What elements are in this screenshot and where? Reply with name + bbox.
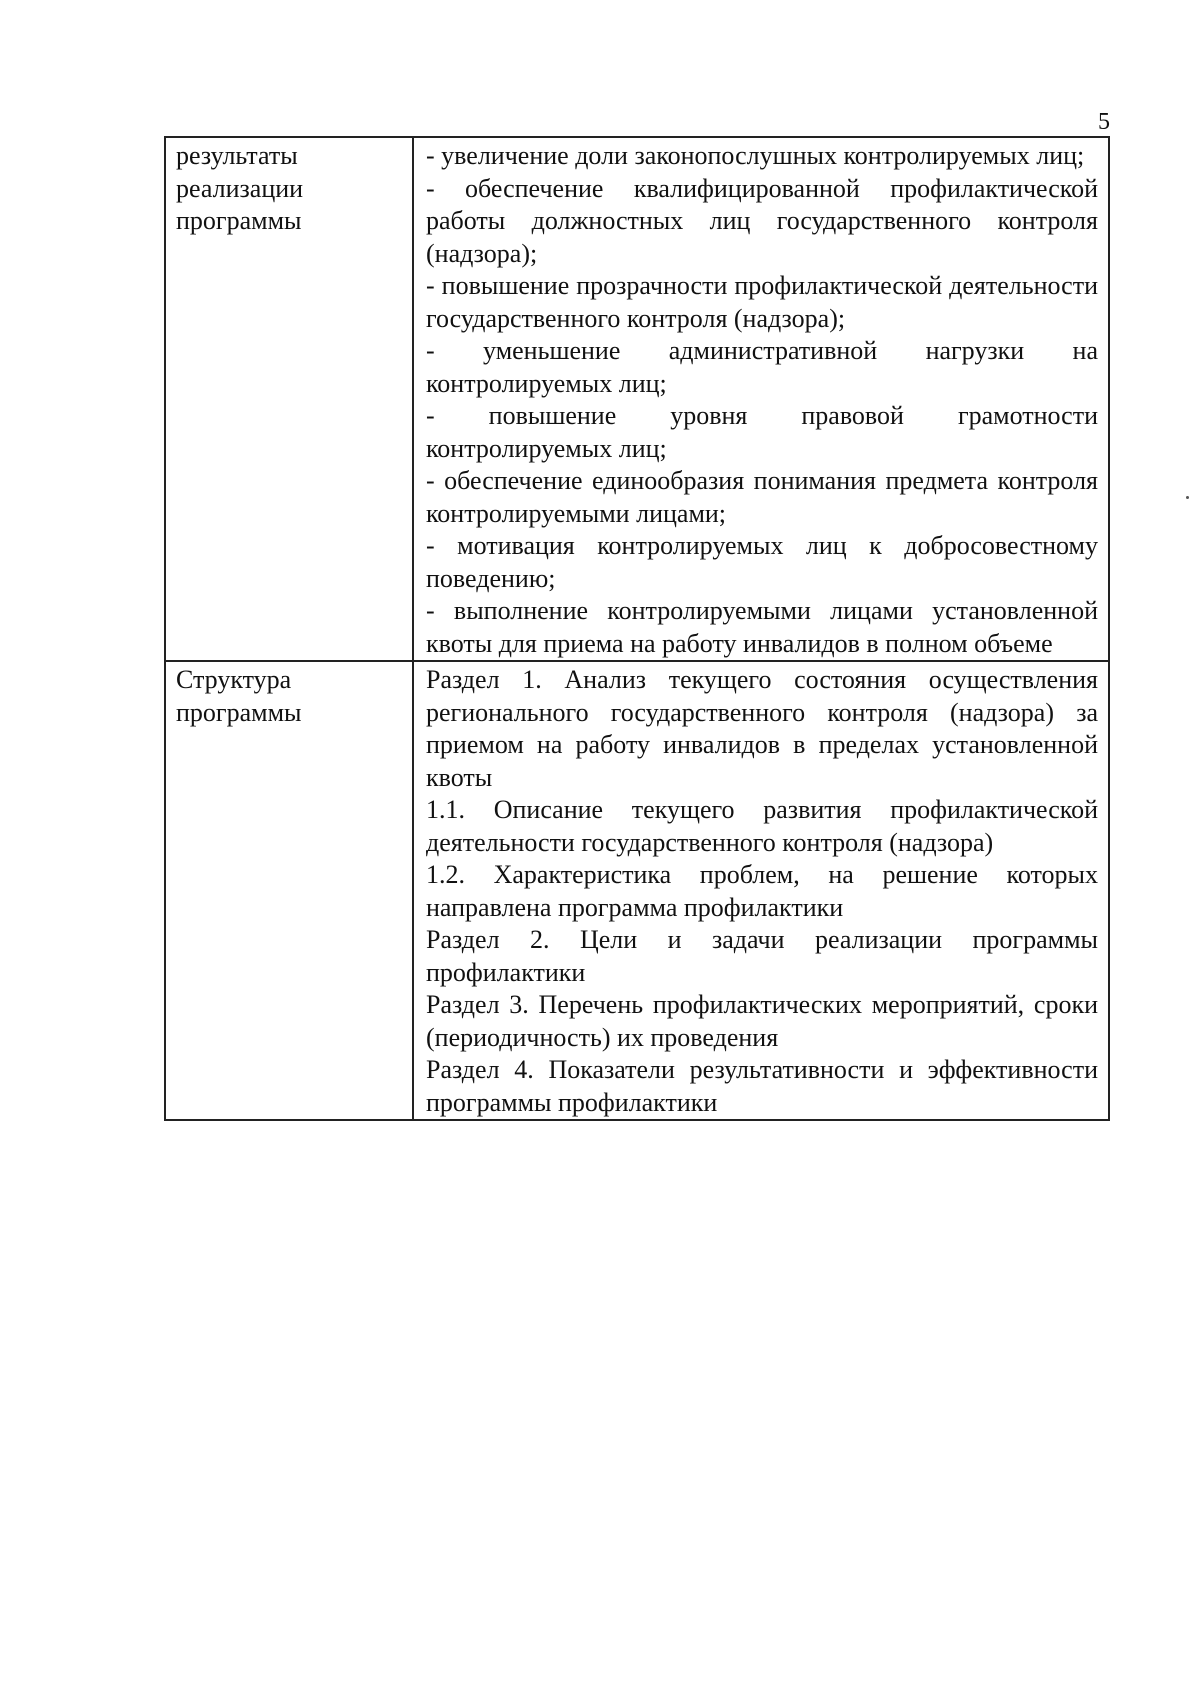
results-item: - обеспечение квалифицированной профилактической работы должностных лиц государственного контроля (надзора);: [426, 173, 1098, 268]
table-row-results: [165, 137, 1109, 661]
results-item: - выполнение контролируемыми лицами установленной квоты для приема на работу инвалидов в полном объеме: [426, 596, 1098, 658]
row-label-cell: [165, 661, 413, 1120]
structure-item: Раздел 1. Анализ текущего состояния осуществления регионального государственного контроля (надзора) за приемом на работу инвалидов в пределах установленной квоты: [426, 665, 1098, 792]
program-passport-table: [164, 136, 1110, 1121]
row-label-structure: Структура программы: [176, 665, 302, 727]
row-content-cell: [413, 661, 1109, 1120]
results-item: - увеличение доли законопослушных контролируемых лиц;: [426, 141, 1085, 170]
structure-item: Раздел 4. Показатели результативности и эффективности программы профилактики: [426, 1055, 1098, 1117]
row-content-cell: [413, 137, 1109, 661]
structure-item: 1.1. Описание текущего развития профилактической деятельности государственного контроля (надзора): [426, 795, 1098, 857]
row-label-cell: [165, 137, 413, 661]
results-item: - обеспечение единообразия понимания предмета контроля контролируемыми лицами;: [426, 466, 1098, 528]
structure-item: Раздел 2. Цели и задачи реализации программы профилактики: [426, 925, 1098, 987]
scan-speck: [1186, 496, 1189, 499]
structure-item: 1.2. Характеристика проблем, на решение которых направлена программа профилактики: [426, 860, 1098, 922]
results-item: - уменьшение административной нагрузки на контролируемых лиц;: [426, 336, 1098, 398]
table-row-structure: [165, 661, 1109, 1120]
results-item: - повышение уровня правовой грамотности контролируемых лиц;: [426, 401, 1098, 463]
results-item: - мотивация контролируемых лиц к добросовестному поведению;: [426, 531, 1098, 593]
structure-item: Раздел 3. Перечень профилактических мероприятий, сроки (периодичность) их проведения: [426, 990, 1098, 1052]
page-number: 5: [1098, 109, 1110, 135]
results-item: - повышение прозрачности профилактической деятельности государственного контроля (надзора);: [426, 271, 1098, 333]
row-label-results: результаты реализации программы: [176, 141, 304, 235]
